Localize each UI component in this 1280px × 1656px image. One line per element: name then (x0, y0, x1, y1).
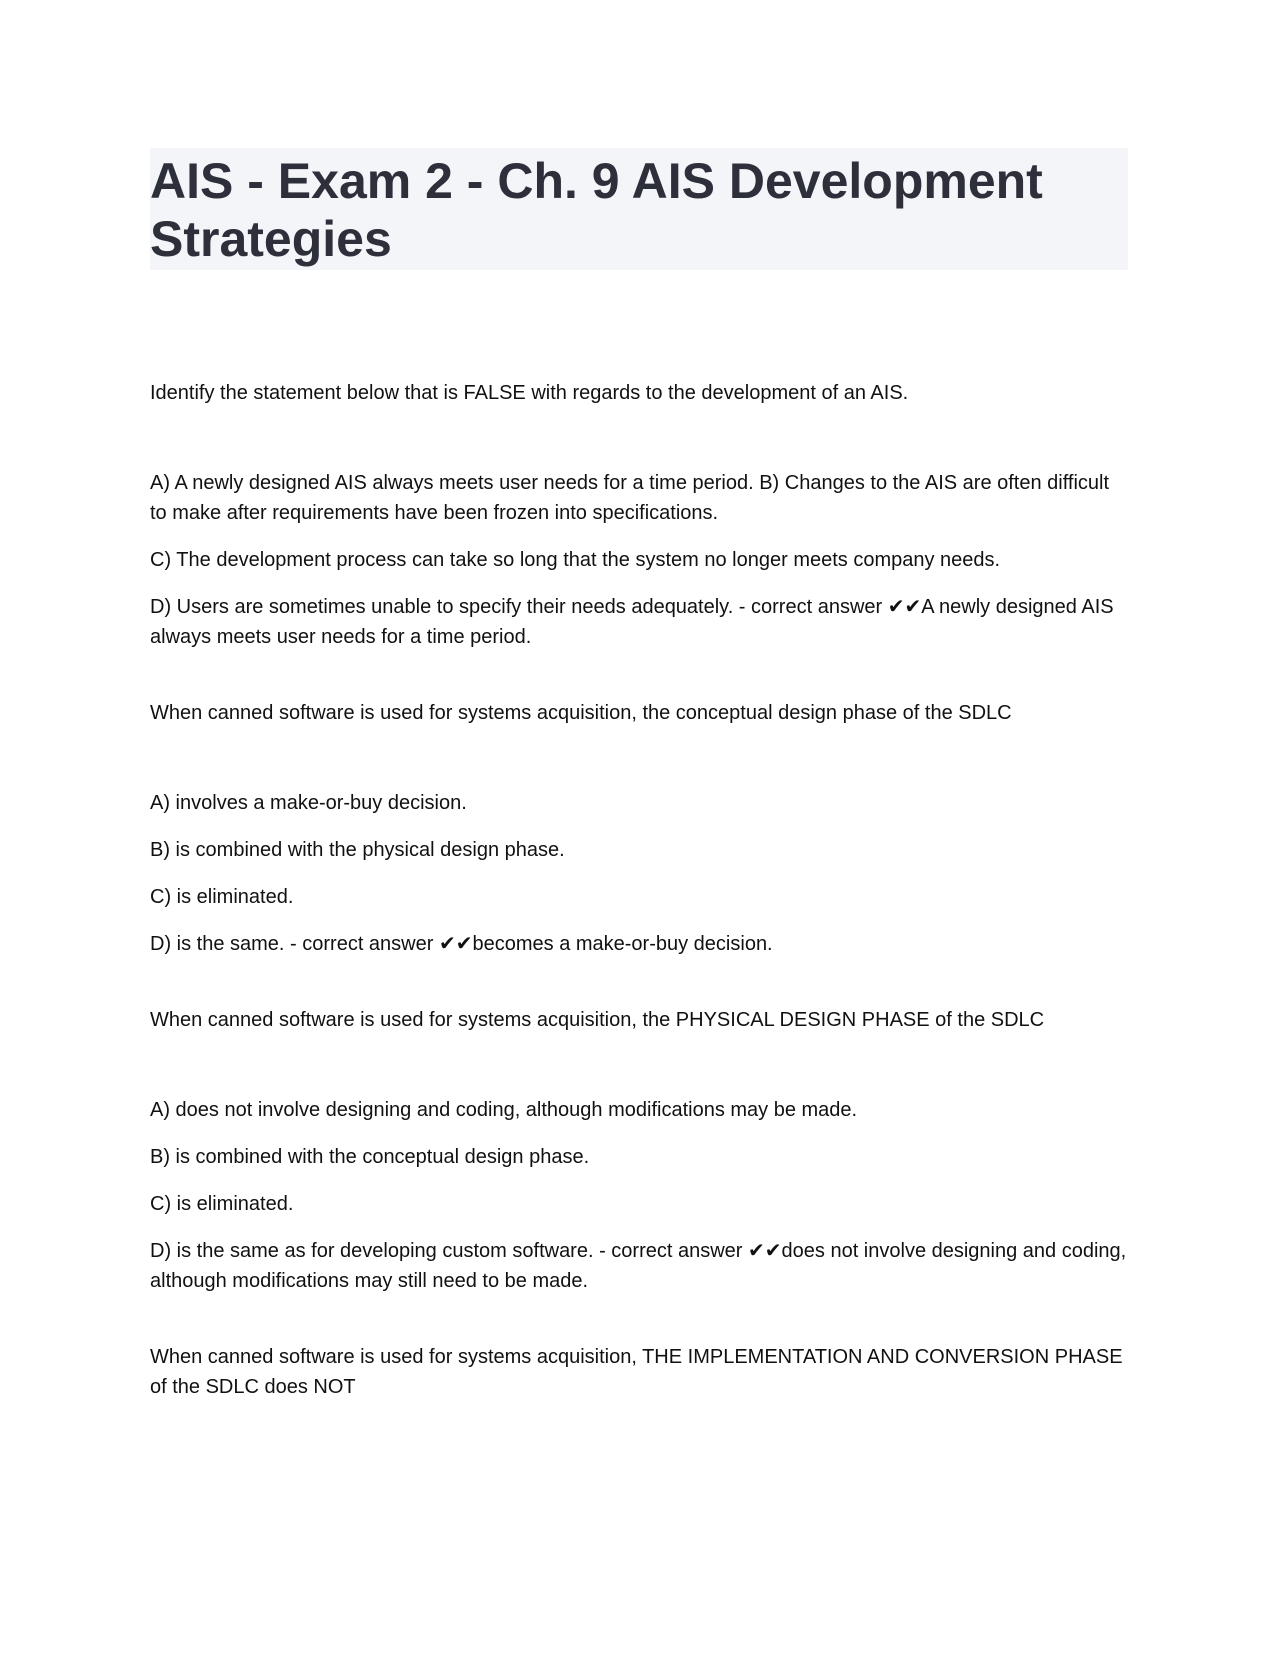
question-prompt: When canned software is used for systems acquisition, the PHYSICAL DESIGN PHASE of the SDLC (150, 1009, 1045, 1031)
answer-option-d: D) is the same as for developing custom software. - correct answer ✔✔does not involve designing and coding, although modifications may still need to be made. (150, 1240, 1127, 1292)
answer-option-d: D) is the same. - correct answer ✔✔becomes a make-or-buy decision. (150, 933, 773, 955)
question-prompt: When canned software is used for systems acquisition, THE IMPLEMENTATION AND CONVERSION PHASE of the SDLC does NOT (150, 1346, 1123, 1398)
answer-option-c: C) The development process can take so long that the system no longer meets company needs. (150, 549, 1001, 571)
title-banner (150, 148, 1128, 270)
document-title: AIS - Exam 2 - Ch. 9 AIS Development Strategies (150, 153, 1043, 267)
answer-option-c: C) is eliminated. (150, 886, 294, 908)
question-block-2 (150, 698, 1128, 959)
answer-option-a: A) involves a make-or-buy decision. (150, 792, 467, 814)
answer-option-c: C) is eliminated. (150, 1193, 294, 1215)
answer-option-d: D) Users are sometimes unable to specify their needs adequately. - correct answer ✔✔A newly designed AIS always meets user needs for a time period. (150, 596, 1114, 648)
question-prompt: Identify the statement below that is FALSE with regards to the development of an AIS. (150, 382, 909, 404)
answer-option-a-b: A) A newly designed AIS always meets user needs for a time period. B) Changes to the AIS are often difficult to make after requirements have been frozen into specifications. (150, 472, 1110, 524)
question-block-3 (150, 1005, 1128, 1296)
answer-option-b: B) is combined with the physical design phase. (150, 839, 565, 861)
document-page (150, 148, 1128, 1402)
answer-option-a: A) does not involve designing and coding, although modifications may be made. (150, 1099, 858, 1121)
answer-option-b: B) is combined with the conceptual design phase. (150, 1146, 590, 1168)
question-prompt: When canned software is used for systems acquisition, the conceptual design phase of the SDLC (150, 702, 1012, 724)
question-block-1 (150, 378, 1128, 652)
question-block-4 (150, 1342, 1128, 1402)
